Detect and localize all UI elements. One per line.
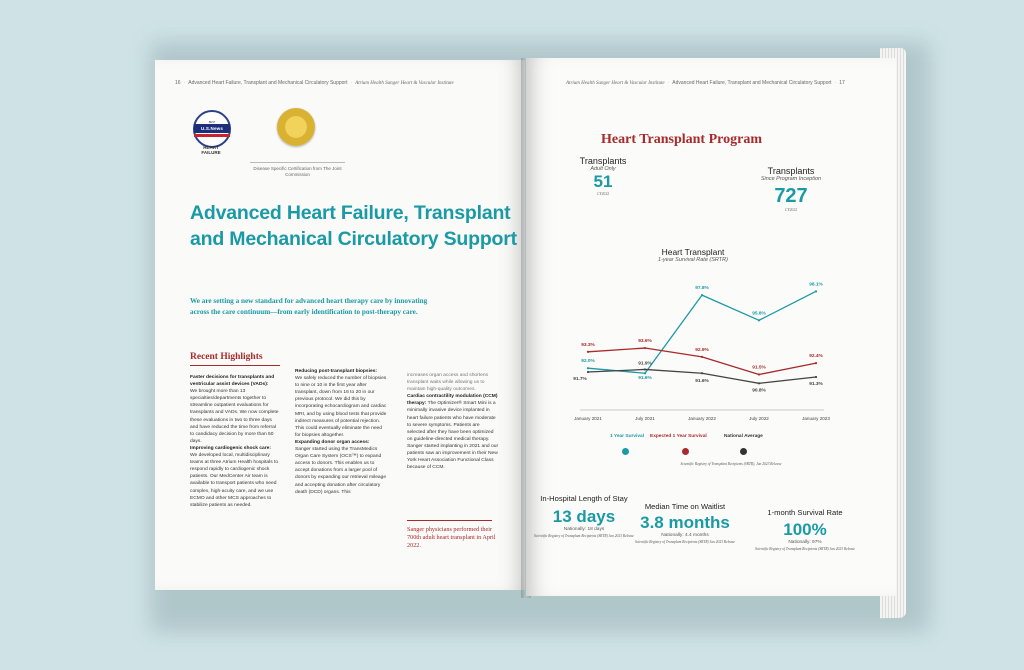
subheading: Cardiac contractility modulation (CCM) therapy: (407, 394, 498, 407)
data-label: 91.6% (638, 376, 652, 382)
waitlist-stat (630, 502, 740, 544)
data-label: 93.6% (638, 339, 652, 345)
stat-national: Nationally: 4.4 months (661, 533, 709, 538)
stat-sublabel: Adult Only (590, 166, 616, 172)
x-tick-label: January 2023 (802, 416, 830, 421)
data-label: 91.3% (809, 382, 823, 388)
data-point (758, 382, 760, 384)
paragraph: We brought more than 13 specialties/departments together to streamline outpatient evaluations for transplants and VADs. We now complete these evaluations in two to three days and have reduced the time from referral to candidacy decision by more than 50 days. (190, 389, 279, 444)
stat-sublabel: Since Program Inception (760, 176, 822, 182)
stat-source: Scientific Registry of Transplant Recipients (SRTR) Jan 2023 Release (634, 540, 735, 544)
subheading: Faster decisions for transplants and ventricular assist devices (VADs): (190, 375, 275, 388)
legend-label-national: National Average (724, 434, 763, 439)
stat-value: 13 days (552, 507, 616, 526)
data-label: 92.4% (809, 354, 823, 360)
data-label: 91.5% (752, 365, 766, 371)
paragraph: We developed local, multidisciplinary teams at three Atrium Health hospitals to respond rapidly to cardiogenic shock patients. Our MedCenter Air team is available to transport patients who need complex, high-acuity care, and we use ECMO and other MCS approaches to stabilize patients as needed. (190, 453, 279, 508)
running-section: Advanced Heart Failure, Transplant and Mechanical Circulatory Support (672, 80, 832, 86)
data-point (587, 351, 589, 353)
data-label: 91.6% (695, 379, 709, 385)
pull-quote: Sanger physicians performed their 700th adult heart transplant in April 2022. (407, 526, 496, 549)
usnews-badge: BEST U.S.News (193, 110, 231, 148)
data-point (644, 368, 646, 370)
data-label: 91.9% (638, 361, 652, 367)
column-2 (295, 368, 387, 496)
stat-note: CY2022 (596, 192, 610, 196)
x-tick-label: January 2022 (688, 416, 716, 421)
x-tick-label: July 2021 (635, 416, 655, 421)
data-label: 92.0% (581, 359, 595, 365)
paragraph: We safely reduced the number of biopsies to nine or 10 in the first year after transplant, down from 16 to 20 in our previous protocol. We did this by incorporating echocardiogram and cardiac MRI, and by using blood tests that provide indirect measures of potential rejection. This could eventually eliminate the need for biopsies altogether. (295, 376, 387, 438)
legend-dot-icon (682, 448, 689, 455)
data-point (815, 376, 817, 378)
subheading: Expanding donor organ access: (295, 439, 370, 445)
paragraph: increases organ access and shortens transplant waits while allowing us to maintain high-quality outcomes. (407, 373, 489, 393)
data-point (815, 362, 817, 364)
chart-subtitle: 1-year Survival Rate (SRTR) (658, 257, 728, 263)
certification-text: Disease Specific Certification from The Joint Commission (250, 162, 345, 178)
subheading: Improving cardiogenic shock care: (190, 445, 271, 451)
data-point (587, 367, 589, 369)
intro-paragraph: We are setting a new standard for advanced heart therapy care by innovating across the care continuum—from early identification to post-therapy care. (190, 297, 428, 316)
x-tick-label: July 2022 (749, 416, 769, 421)
stat-value: 727 (774, 185, 808, 207)
data-point (587, 371, 589, 373)
data-label: 97.8% (695, 286, 709, 292)
stat-label: Median Time on Waitlist (644, 502, 726, 511)
stat-source: Scientific Registry of Transplant Recipients (SRTR) Jan 2023 Release (754, 547, 855, 551)
stat-national: Nationally: 18 days (563, 527, 605, 532)
legend-label-survival: 1 Year Survival (610, 434, 645, 439)
data-point (815, 290, 817, 292)
series-line-0 (588, 291, 816, 373)
legend-dot-icon (622, 448, 629, 455)
data-point (701, 294, 703, 296)
stat-national: Nationally: 97% (788, 540, 822, 545)
right-running-header: Atrium Health Sanger Heart & Vascular Institute · Advanced Heart Failure, Transplant and Mechanical Circulatory Support · 17 (566, 80, 845, 86)
stat-source: Scientific Registry of Transplant Recipients (SRTR) Jan 2023 Release (534, 534, 635, 538)
right-page (526, 58, 896, 596)
pull-quote-rule (407, 520, 492, 521)
left-running-header: 16 · Advanced Heart Failure, Transplant and Mechanical Circulatory Support · Atrium Health Sanger Heart & Vascular Institute (175, 80, 454, 86)
stat-note: CY2022 (784, 208, 798, 212)
badge-brand: U.S.News (194, 124, 230, 133)
stat-label: Transplants (579, 156, 627, 166)
subheading: Reducing post-transplant biopsies: (295, 369, 378, 374)
data-label: 98.1% (809, 282, 823, 288)
paragraph: Sanger started using the TransMedics Organ Care System (OCS™) to expand access to donors. This enables us to accept donations from a larger pool of donors by expanding our retrieval mileage and accepting donation after circulatory death (DCD) organs. This (295, 447, 387, 495)
chart-title: Heart Transplant (661, 247, 725, 257)
page-title: Advanced Heart Failure, Transplant and Mechanical Circulatory Support (190, 202, 517, 250)
survival-line-chart (526, 58, 896, 458)
data-point (644, 372, 646, 374)
data-label: 90.8% (752, 388, 766, 394)
legend-dot-icon (740, 448, 747, 455)
stat-value: 51 (593, 172, 613, 191)
data-point (758, 373, 760, 375)
x-tick-label: January 2021 (574, 416, 602, 421)
left-page (155, 60, 525, 590)
stat-label: In-Hospital Length of Stay (540, 494, 628, 503)
column-3 (407, 372, 499, 471)
highlights-rule (190, 365, 280, 366)
data-label: 93.3% (581, 342, 595, 348)
stat-value: 100% (783, 520, 827, 539)
data-label: 91.7% (573, 376, 587, 382)
data-point (758, 319, 760, 321)
legend-label-expected: Expected 1 Year Survival (650, 434, 707, 439)
page-number: 17 (839, 80, 845, 86)
data-label: 92.9% (695, 347, 709, 353)
column-1 (190, 374, 280, 509)
stat-label: Transplants (767, 166, 815, 176)
data-point (644, 347, 646, 349)
data-label: 95.8% (752, 311, 766, 317)
joint-commission-seal-icon (277, 108, 315, 146)
badge-caption: HEART FAILURE (201, 145, 221, 155)
length-of-stay-stat (534, 494, 634, 538)
data-point (701, 356, 703, 358)
stat-value: 3.8 months (640, 513, 730, 532)
running-section: Advanced Heart Failure, Transplant and Mechanical Circulatory Support (188, 80, 348, 86)
program-title: Heart Transplant Program (601, 132, 762, 147)
one-month-survival-stat (750, 508, 860, 551)
page-number: 16 (175, 80, 181, 86)
running-institute: Atrium Health Sanger Heart & Vascular Institute (355, 81, 454, 86)
data-point (701, 372, 703, 374)
highlights-heading: Recent Highlights (190, 352, 263, 362)
stat-label: 1-month Survival Rate (767, 508, 843, 517)
paragraph: The Optimizer® Smart Mini is a minimally invasive device implanted in heart failure patients who have moderate to severe symptoms. Patients are selected after they have been optimized on guideline-directed medical therapy. Sanger started implanting in 2021 and our patients saw an improvement in their New York Heart Association Functional Class because of CCM. (407, 401, 499, 471)
chart-source: Scientific Registry of Transplant Recipients (SRTR), Jan 2023 Release (680, 462, 782, 466)
running-institute: Atrium Health Sanger Heart & Vascular Institute (566, 81, 665, 86)
